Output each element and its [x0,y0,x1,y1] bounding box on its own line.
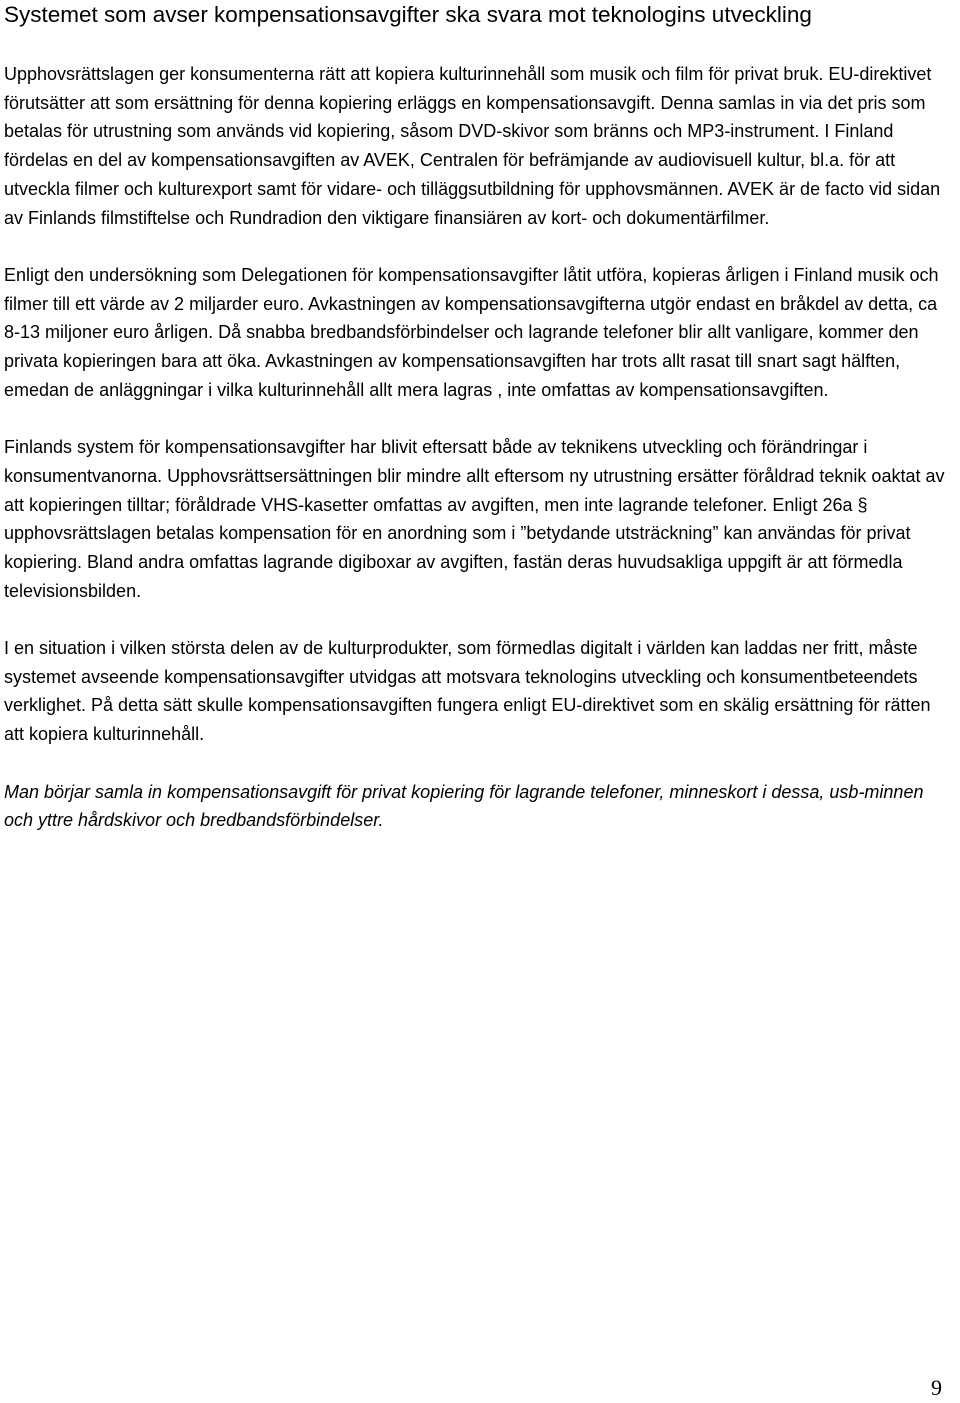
paragraph-proposal: Man börjar samla in kompensationsavgift för privat kopiering för lagrande telefoner, minneskort i dessa, usb-minnen och yttre hårdskivor och bredbandsförbindelser. [4,781,924,831]
section-heading: Systemet som avser kompensationsavgifter ska svara mot teknologins utveckling [4,2,812,27]
paragraph-survey-findings: Enligt den undersökning som Delegationen för kompensationsavgifter låtit utföra, kopieras årligen i Finland musik och filmer till ett värde av 2 miljarder euro. Avkastningen av kompensationsavgifterna utgör endast en bråkdel av detta, ca 8-13 miljoner euro årligen. Då snabba bredbandsförbindelser och lagrande telefoner blir allt vanligare, kommer den privata kopieringen bara att öka. Avkastningen av kompensationsavgiften har trots allt rasat till snart sagt hälften, emedan de anläggningar i vilka kulturinnehåll allt mera lagras , inte omfattas av kompensationsavgiften. [4,264,939,400]
paragraph-system-expansion: I en situation i vilken största delen av de kulturprodukter, som förmedlas digitalt i världen kan laddas ner fritt, måste systemet avseende kompensationsavgifter utvidgas att motsvara teknologins utveckling och konsumentbeteendets verklighet. På detta sätt skulle kompensationsavgiften fungera enligt EU-direktivet som en skälig ersättning för rätten att kopiera kulturinnehåll. [4,638,931,745]
paragraph-compensation-intro: Upphovsrättslagen ger konsumenterna rätt att kopiera kulturinnehåll som musik och film för privat bruk. EU-direktivet förutsätter att som ersättning för denna kopiering erläggs en kompensationsavgift. Denna samlas in via det pris som betalas för utrustning som används vid kopiering, såsom DVD-skivor som bränns och MP3-instrument. I Finland fördelas en del av kompensationsavgiften av AVEK, Centralen för befrämjande av audiovisuell kultur, bl.a. för att utveckla filmer och kulturexport samt för vidare- och tilläggsutbildning för upphovsmännen. AVEK är de facto vid sidan av Finlands filmstiftelse och Rundradion den viktigare finansiären av kort- och dokumentärfilmer. [4,64,941,228]
paragraph-system-neglected: Finlands system för kompensationsavgifter har blivit eftersatt både av teknikens utveckling och förändringar i konsumentvanorna. Upphovsrättsersättningen blir mindre allt eftersom ny utrustning ersätter föråldrad teknik oaktat av att kopieringen tilltar; föråldrade VHS-kasetter omfattas av avgiften, men inte lagrande telefoner. Enligt 26a § upphovsrättslagen betalas kompensation för en anordning som i ”betydande utsträckning” kan användas för privat kopiering. Bland andra omfattas lagrande digiboxar av avgiften, fastän deras huvudsakliga uppgift är att förmedla televisionsbilden. [4,437,945,601]
body-text [4,60,954,835]
page-number: 9 [931,1375,942,1400]
